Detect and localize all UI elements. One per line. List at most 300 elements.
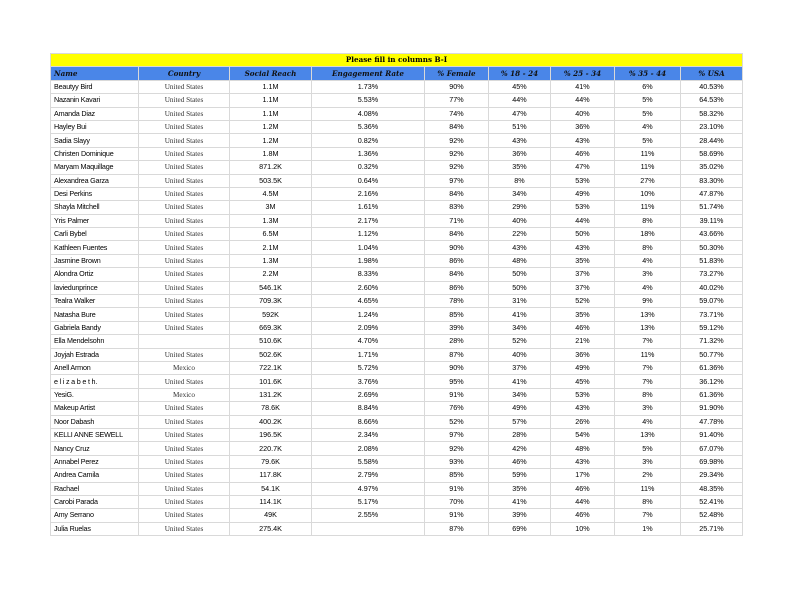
cell-name[interactable]: Sadia Slayy	[51, 134, 139, 147]
cell-name[interactable]: Kathleen Fuentes	[51, 241, 139, 254]
cell-pct-35-44[interactable]: 11%	[615, 147, 681, 160]
cell-pct-female[interactable]: 92%	[425, 161, 489, 174]
cell-pct-usa[interactable]: 39.11%	[681, 214, 743, 227]
cell-pct-35-44[interactable]: 8%	[615, 214, 681, 227]
cell-name[interactable]: Yris Palmer	[51, 214, 139, 227]
column-header-pct-25-34[interactable]: % 25 - 34	[551, 67, 615, 80]
cell-name[interactable]: Amanda Diaz	[51, 107, 139, 120]
cell-pct-18-24[interactable]: 34%	[489, 187, 551, 200]
cell-name[interactable]: Carobi Parada	[51, 495, 139, 508]
cell-pct-usa[interactable]: 73.71%	[681, 308, 743, 321]
cell-name[interactable]: YesiG.	[51, 388, 139, 401]
cell-engagement-rate[interactable]: 1.36%	[312, 147, 425, 160]
cell-country[interactable]: United States	[139, 201, 230, 214]
cell-pct-25-34[interactable]: 49%	[551, 187, 615, 200]
cell-pct-female[interactable]: 91%	[425, 509, 489, 522]
cell-country[interactable]: United States	[139, 402, 230, 415]
cell-pct-usa[interactable]: 50.77%	[681, 348, 743, 361]
cell-engagement-rate[interactable]: 1.61%	[312, 201, 425, 214]
cell-pct-18-24[interactable]: 41%	[489, 375, 551, 388]
cell-pct-35-44[interactable]: 4%	[615, 254, 681, 267]
cell-pct-usa[interactable]: 51.83%	[681, 254, 743, 267]
cell-pct-35-44[interactable]: 5%	[615, 134, 681, 147]
cell-social-reach[interactable]: 220.7K	[230, 442, 312, 455]
cell-pct-18-24[interactable]: 48%	[489, 254, 551, 267]
cell-social-reach[interactable]: 3M	[230, 201, 312, 214]
cell-pct-female[interactable]: 91%	[425, 388, 489, 401]
cell-social-reach[interactable]: 1.1M	[230, 80, 312, 93]
cell-engagement-rate[interactable]: 4.70%	[312, 335, 425, 348]
cell-pct-usa[interactable]: 36.12%	[681, 375, 743, 388]
cell-country[interactable]: United States	[139, 482, 230, 495]
cell-pct-female[interactable]: 84%	[425, 120, 489, 133]
cell-pct-usa[interactable]: 91.40%	[681, 428, 743, 441]
cell-pct-female[interactable]: 78%	[425, 295, 489, 308]
cell-pct-25-34[interactable]: 53%	[551, 201, 615, 214]
cell-pct-usa[interactable]: 67.07%	[681, 442, 743, 455]
cell-social-reach[interactable]: 503.5K	[230, 174, 312, 187]
cell-pct-18-24[interactable]: 35%	[489, 161, 551, 174]
cell-pct-35-44[interactable]: 11%	[615, 161, 681, 174]
cell-name[interactable]: KELLI ANNE SEWELL	[51, 428, 139, 441]
cell-pct-25-34[interactable]: 47%	[551, 161, 615, 174]
cell-pct-18-24[interactable]: 35%	[489, 482, 551, 495]
cell-pct-usa[interactable]: 73.27%	[681, 268, 743, 281]
cell-pct-35-44[interactable]: 3%	[615, 402, 681, 415]
cell-pct-18-24[interactable]: 45%	[489, 80, 551, 93]
cell-pct-35-44[interactable]: 9%	[615, 295, 681, 308]
cell-pct-25-34[interactable]: 49%	[551, 361, 615, 374]
cell-pct-female[interactable]: 85%	[425, 469, 489, 482]
cell-pct-usa[interactable]: 40.02%	[681, 281, 743, 294]
cell-pct-35-44[interactable]: 2%	[615, 469, 681, 482]
cell-name[interactable]: Nazanin Kavari	[51, 94, 139, 107]
cell-country[interactable]: United States	[139, 241, 230, 254]
cell-pct-18-24[interactable]: 39%	[489, 509, 551, 522]
cell-name[interactable]: Alondra Ortiz	[51, 268, 139, 281]
cell-pct-usa[interactable]: 64.53%	[681, 94, 743, 107]
cell-pct-usa[interactable]: 61.36%	[681, 361, 743, 374]
cell-pct-35-44[interactable]: 5%	[615, 442, 681, 455]
column-header-engagement-rate[interactable]: Engagement Rate	[312, 67, 425, 80]
cell-pct-25-34[interactable]: 46%	[551, 482, 615, 495]
cell-pct-35-44[interactable]: 5%	[615, 107, 681, 120]
cell-pct-female[interactable]: 97%	[425, 428, 489, 441]
cell-social-reach[interactable]: 2.1M	[230, 241, 312, 254]
cell-country[interactable]: United States	[139, 254, 230, 267]
cell-name[interactable]: Christen Dominique	[51, 147, 139, 160]
cell-pct-18-24[interactable]: 22%	[489, 228, 551, 241]
cell-name[interactable]: Ella Mendelsohn	[51, 335, 139, 348]
cell-name[interactable]: Rachael	[51, 482, 139, 495]
cell-pct-35-44[interactable]: 8%	[615, 241, 681, 254]
cell-name[interactable]: Maryam Maquillage	[51, 161, 139, 174]
cell-social-reach[interactable]: 6.5M	[230, 228, 312, 241]
cell-pct-usa[interactable]: 35.02%	[681, 161, 743, 174]
cell-pct-25-34[interactable]: 44%	[551, 94, 615, 107]
cell-pct-usa[interactable]: 58.32%	[681, 107, 743, 120]
cell-pct-usa[interactable]: 47.78%	[681, 415, 743, 428]
cell-engagement-rate[interactable]: 4.65%	[312, 295, 425, 308]
cell-social-reach[interactable]: 722.1K	[230, 361, 312, 374]
cell-country[interactable]: United States	[139, 268, 230, 281]
cell-social-reach[interactable]: 117.8K	[230, 469, 312, 482]
cell-pct-25-34[interactable]: 48%	[551, 442, 615, 455]
cell-name[interactable]: Tealra Walker	[51, 295, 139, 308]
cell-pct-usa[interactable]: 71.32%	[681, 335, 743, 348]
cell-country[interactable]: United States	[139, 161, 230, 174]
cell-name[interactable]: Annabel Perez	[51, 455, 139, 468]
cell-pct-18-24[interactable]: 31%	[489, 295, 551, 308]
cell-country[interactable]	[139, 335, 230, 348]
cell-name[interactable]: Nancy Cruz	[51, 442, 139, 455]
cell-pct-25-34[interactable]: 43%	[551, 241, 615, 254]
cell-social-reach[interactable]: 510.6K	[230, 335, 312, 348]
cell-pct-35-44[interactable]: 6%	[615, 80, 681, 93]
cell-pct-18-24[interactable]: 50%	[489, 281, 551, 294]
cell-pct-usa[interactable]: 59.12%	[681, 321, 743, 334]
cell-social-reach[interactable]: 54.1K	[230, 482, 312, 495]
cell-engagement-rate[interactable]: 8.84%	[312, 402, 425, 415]
cell-social-reach[interactable]: 4.5M	[230, 187, 312, 200]
cell-pct-25-34[interactable]: 10%	[551, 522, 615, 535]
cell-engagement-rate[interactable]: 4.08%	[312, 107, 425, 120]
cell-engagement-rate[interactable]: 2.55%	[312, 509, 425, 522]
cell-engagement-rate[interactable]: 2.79%	[312, 469, 425, 482]
cell-pct-female[interactable]: 71%	[425, 214, 489, 227]
cell-name[interactable]: Shayla Mitchell	[51, 201, 139, 214]
cell-country[interactable]: United States	[139, 295, 230, 308]
cell-country[interactable]: United States	[139, 308, 230, 321]
cell-pct-18-24[interactable]: 59%	[489, 469, 551, 482]
cell-engagement-rate[interactable]: 5.72%	[312, 361, 425, 374]
cell-country[interactable]: United States	[139, 281, 230, 294]
cell-pct-usa[interactable]: 48.35%	[681, 482, 743, 495]
cell-pct-25-34[interactable]: 53%	[551, 388, 615, 401]
cell-name[interactable]: Joyjah Estrada	[51, 348, 139, 361]
cell-social-reach[interactable]: 871.2K	[230, 161, 312, 174]
cell-pct-35-44[interactable]: 13%	[615, 428, 681, 441]
cell-pct-25-34[interactable]: 52%	[551, 295, 615, 308]
cell-pct-usa[interactable]: 47.87%	[681, 187, 743, 200]
cell-pct-35-44[interactable]: 11%	[615, 201, 681, 214]
cell-pct-female[interactable]: 91%	[425, 482, 489, 495]
cell-pct-18-24[interactable]: 52%	[489, 335, 551, 348]
cell-pct-35-44[interactable]: 7%	[615, 509, 681, 522]
cell-pct-25-34[interactable]: 45%	[551, 375, 615, 388]
cell-social-reach[interactable]: 669.3K	[230, 321, 312, 334]
cell-pct-35-44[interactable]: 4%	[615, 281, 681, 294]
cell-pct-35-44[interactable]: 27%	[615, 174, 681, 187]
column-header-pct-35-44[interactable]: % 35 - 44	[615, 67, 681, 80]
cell-pct-35-44[interactable]: 7%	[615, 361, 681, 374]
cell-pct-female[interactable]: 90%	[425, 241, 489, 254]
cell-engagement-rate[interactable]: 8.66%	[312, 415, 425, 428]
cell-name[interactable]: Beautyy Bird	[51, 80, 139, 93]
cell-pct-25-34[interactable]: 54%	[551, 428, 615, 441]
cell-name[interactable]: Jasmine Brown	[51, 254, 139, 267]
cell-engagement-rate[interactable]	[312, 522, 425, 535]
cell-engagement-rate[interactable]: 2.17%	[312, 214, 425, 227]
cell-engagement-rate[interactable]: 1.04%	[312, 241, 425, 254]
cell-pct-18-24[interactable]: 51%	[489, 120, 551, 133]
cell-country[interactable]: United States	[139, 321, 230, 334]
cell-pct-18-24[interactable]: 49%	[489, 402, 551, 415]
cell-social-reach[interactable]: 1.3M	[230, 254, 312, 267]
cell-pct-18-24[interactable]: 36%	[489, 147, 551, 160]
cell-engagement-rate[interactable]: 1.73%	[312, 80, 425, 93]
cell-pct-female[interactable]: 97%	[425, 174, 489, 187]
cell-country[interactable]: Mexico	[139, 361, 230, 374]
cell-social-reach[interactable]: 1.2M	[230, 134, 312, 147]
cell-pct-usa[interactable]: 51.74%	[681, 201, 743, 214]
cell-social-reach[interactable]: 546.1K	[230, 281, 312, 294]
cell-pct-35-44[interactable]: 11%	[615, 482, 681, 495]
cell-pct-female[interactable]: 87%	[425, 522, 489, 535]
cell-pct-18-24[interactable]: 34%	[489, 321, 551, 334]
cell-social-reach[interactable]: 709.3K	[230, 295, 312, 308]
cell-engagement-rate[interactable]: 8.33%	[312, 268, 425, 281]
cell-name[interactable]: Natasha Bure	[51, 308, 139, 321]
cell-pct-35-44[interactable]: 5%	[615, 94, 681, 107]
cell-pct-18-24[interactable]: 46%	[489, 455, 551, 468]
cell-pct-usa[interactable]: 58.69%	[681, 147, 743, 160]
cell-country[interactable]: United States	[139, 509, 230, 522]
cell-name[interactable]: Anell Armon	[51, 361, 139, 374]
cell-pct-18-24[interactable]: 40%	[489, 214, 551, 227]
cell-country[interactable]: United States	[139, 415, 230, 428]
cell-name[interactable]: laviedunprince	[51, 281, 139, 294]
cell-pct-35-44[interactable]: 13%	[615, 308, 681, 321]
cell-social-reach[interactable]: 502.6K	[230, 348, 312, 361]
cell-pct-usa[interactable]: 25.71%	[681, 522, 743, 535]
cell-pct-18-24[interactable]: 8%	[489, 174, 551, 187]
cell-pct-female[interactable]: 95%	[425, 375, 489, 388]
cell-pct-18-24[interactable]: 37%	[489, 361, 551, 374]
cell-pct-35-44[interactable]: 1%	[615, 522, 681, 535]
cell-pct-25-34[interactable]: 36%	[551, 120, 615, 133]
column-header-pct-usa[interactable]: % USA	[681, 67, 743, 80]
cell-country[interactable]: United States	[139, 174, 230, 187]
cell-pct-25-34[interactable]: 44%	[551, 495, 615, 508]
cell-pct-35-44[interactable]: 8%	[615, 495, 681, 508]
cell-pct-usa[interactable]: 91.90%	[681, 402, 743, 415]
cell-pct-usa[interactable]: 29.34%	[681, 469, 743, 482]
column-header-name[interactable]: Name	[51, 67, 139, 80]
cell-country[interactable]: United States	[139, 495, 230, 508]
cell-pct-25-34[interactable]: 17%	[551, 469, 615, 482]
cell-pct-usa[interactable]: 61.36%	[681, 388, 743, 401]
cell-pct-35-44[interactable]: 3%	[615, 455, 681, 468]
cell-pct-female[interactable]: 86%	[425, 254, 489, 267]
cell-engagement-rate[interactable]: 2.69%	[312, 388, 425, 401]
cell-pct-usa[interactable]: 23.10%	[681, 120, 743, 133]
cell-pct-35-44[interactable]: 4%	[615, 120, 681, 133]
cell-pct-25-34[interactable]: 21%	[551, 335, 615, 348]
cell-pct-25-34[interactable]: 46%	[551, 147, 615, 160]
cell-pct-female[interactable]: 93%	[425, 455, 489, 468]
cell-country[interactable]: United States	[139, 107, 230, 120]
cell-pct-18-24[interactable]: 42%	[489, 442, 551, 455]
cell-pct-female[interactable]: 39%	[425, 321, 489, 334]
cell-social-reach[interactable]: 78.6K	[230, 402, 312, 415]
cell-pct-female[interactable]: 87%	[425, 348, 489, 361]
cell-pct-female[interactable]: 84%	[425, 268, 489, 281]
cell-pct-usa[interactable]: 52.41%	[681, 495, 743, 508]
cell-pct-25-34[interactable]: 43%	[551, 455, 615, 468]
cell-pct-usa[interactable]: 28.44%	[681, 134, 743, 147]
cell-country[interactable]: United States	[139, 187, 230, 200]
cell-social-reach[interactable]: 196.5K	[230, 428, 312, 441]
cell-pct-35-44[interactable]: 3%	[615, 268, 681, 281]
cell-pct-25-34[interactable]: 40%	[551, 107, 615, 120]
cell-social-reach[interactable]: 1.1M	[230, 107, 312, 120]
cell-engagement-rate[interactable]: 2.16%	[312, 187, 425, 200]
cell-pct-female[interactable]: 77%	[425, 94, 489, 107]
cell-pct-18-24[interactable]: 41%	[489, 308, 551, 321]
cell-engagement-rate[interactable]: 1.24%	[312, 308, 425, 321]
cell-social-reach[interactable]: 131.2K	[230, 388, 312, 401]
cell-country[interactable]: United States	[139, 134, 230, 147]
cell-pct-25-34[interactable]: 43%	[551, 134, 615, 147]
cell-pct-25-34[interactable]: 44%	[551, 214, 615, 227]
cell-pct-female[interactable]: 86%	[425, 281, 489, 294]
cell-engagement-rate[interactable]: 0.32%	[312, 161, 425, 174]
cell-pct-25-34[interactable]: 53%	[551, 174, 615, 187]
cell-pct-female[interactable]: 83%	[425, 201, 489, 214]
cell-name[interactable]: Carli Bybel	[51, 228, 139, 241]
cell-engagement-rate[interactable]: 2.60%	[312, 281, 425, 294]
cell-pct-usa[interactable]: 83.30%	[681, 174, 743, 187]
cell-country[interactable]: United States	[139, 147, 230, 160]
cell-country[interactable]: United States	[139, 375, 230, 388]
cell-social-reach[interactable]: 400.2K	[230, 415, 312, 428]
cell-social-reach[interactable]: 1.8M	[230, 147, 312, 160]
cell-pct-usa[interactable]: 43.66%	[681, 228, 743, 241]
cell-name[interactable]: Amy Serrano	[51, 509, 139, 522]
cell-pct-female[interactable]: 52%	[425, 415, 489, 428]
cell-pct-usa[interactable]: 50.30%	[681, 241, 743, 254]
cell-engagement-rate[interactable]: 2.34%	[312, 428, 425, 441]
cell-pct-usa[interactable]: 52.48%	[681, 509, 743, 522]
cell-pct-35-44[interactable]: 8%	[615, 388, 681, 401]
cell-pct-female[interactable]: 76%	[425, 402, 489, 415]
cell-pct-18-24[interactable]: 43%	[489, 241, 551, 254]
cell-pct-female[interactable]: 92%	[425, 134, 489, 147]
cell-pct-25-34[interactable]: 46%	[551, 509, 615, 522]
cell-name[interactable]: Desi Perkins	[51, 187, 139, 200]
cell-pct-25-34[interactable]: 50%	[551, 228, 615, 241]
cell-pct-female[interactable]: 70%	[425, 495, 489, 508]
cell-pct-usa[interactable]: 69.98%	[681, 455, 743, 468]
cell-name[interactable]: Julia Ruelas	[51, 522, 139, 535]
cell-pct-35-44[interactable]: 18%	[615, 228, 681, 241]
cell-country[interactable]: United States	[139, 214, 230, 227]
cell-engagement-rate[interactable]: 1.12%	[312, 228, 425, 241]
cell-name[interactable]: e l i z a b e t h.	[51, 375, 139, 388]
cell-pct-female[interactable]: 28%	[425, 335, 489, 348]
cell-engagement-rate[interactable]: 2.09%	[312, 321, 425, 334]
cell-pct-25-34[interactable]: 35%	[551, 254, 615, 267]
cell-social-reach[interactable]: 79.6K	[230, 455, 312, 468]
cell-pct-usa[interactable]: 40.53%	[681, 80, 743, 93]
cell-country[interactable]: United States	[139, 120, 230, 133]
cell-social-reach[interactable]: 101.6K	[230, 375, 312, 388]
cell-country[interactable]: United States	[139, 94, 230, 107]
cell-engagement-rate[interactable]: 0.82%	[312, 134, 425, 147]
column-header-pct-18-24[interactable]: % 18 - 24	[489, 67, 551, 80]
cell-engagement-rate[interactable]: 0.64%	[312, 174, 425, 187]
cell-engagement-rate[interactable]: 5.17%	[312, 495, 425, 508]
cell-pct-25-34[interactable]: 41%	[551, 80, 615, 93]
cell-pct-18-24[interactable]: 50%	[489, 268, 551, 281]
cell-name[interactable]: Alexandrea Garza	[51, 174, 139, 187]
column-header-social-reach[interactable]: Social Reach	[230, 67, 312, 80]
cell-pct-25-34[interactable]: 46%	[551, 321, 615, 334]
cell-pct-35-44[interactable]: 7%	[615, 375, 681, 388]
cell-country[interactable]: United States	[139, 469, 230, 482]
cell-pct-35-44[interactable]: 11%	[615, 348, 681, 361]
cell-name[interactable]: Gabriela Bandy	[51, 321, 139, 334]
cell-pct-25-34[interactable]: 36%	[551, 348, 615, 361]
cell-social-reach[interactable]: 49K	[230, 509, 312, 522]
cell-name[interactable]: Makeup Artist	[51, 402, 139, 415]
cell-country[interactable]: United States	[139, 428, 230, 441]
cell-country[interactable]: United States	[139, 228, 230, 241]
cell-pct-18-24[interactable]: 43%	[489, 134, 551, 147]
cell-pct-35-44[interactable]: 10%	[615, 187, 681, 200]
cell-social-reach[interactable]: 275.4K	[230, 522, 312, 535]
cell-social-reach[interactable]: 2.2M	[230, 268, 312, 281]
cell-social-reach[interactable]: 1.2M	[230, 120, 312, 133]
cell-name[interactable]: Hayley Bui	[51, 120, 139, 133]
cell-country[interactable]: United States	[139, 80, 230, 93]
cell-engagement-rate[interactable]: 2.08%	[312, 442, 425, 455]
cell-pct-female[interactable]: 84%	[425, 228, 489, 241]
cell-pct-female[interactable]: 85%	[425, 308, 489, 321]
cell-pct-18-24[interactable]: 47%	[489, 107, 551, 120]
cell-engagement-rate[interactable]: 3.76%	[312, 375, 425, 388]
cell-country[interactable]: United States	[139, 348, 230, 361]
cell-country[interactable]: United States	[139, 455, 230, 468]
column-header-pct-female[interactable]: % Female	[425, 67, 489, 80]
cell-pct-18-24[interactable]: 40%	[489, 348, 551, 361]
cell-engagement-rate[interactable]: 1.98%	[312, 254, 425, 267]
cell-pct-35-44[interactable]: 13%	[615, 321, 681, 334]
cell-social-reach[interactable]: 1.1M	[230, 94, 312, 107]
cell-pct-18-24[interactable]: 41%	[489, 495, 551, 508]
cell-pct-35-44[interactable]: 7%	[615, 335, 681, 348]
cell-name[interactable]: Andrea Camila	[51, 469, 139, 482]
cell-pct-female[interactable]: 90%	[425, 361, 489, 374]
cell-engagement-rate[interactable]: 4.97%	[312, 482, 425, 495]
cell-social-reach[interactable]: 1.3M	[230, 214, 312, 227]
cell-social-reach[interactable]: 114.1K	[230, 495, 312, 508]
cell-pct-25-34[interactable]: 37%	[551, 268, 615, 281]
cell-pct-25-34[interactable]: 43%	[551, 402, 615, 415]
cell-engagement-rate[interactable]: 5.58%	[312, 455, 425, 468]
cell-country[interactable]: United States	[139, 442, 230, 455]
cell-pct-18-24[interactable]: 29%	[489, 201, 551, 214]
cell-pct-18-24[interactable]: 57%	[489, 415, 551, 428]
cell-pct-female[interactable]: 84%	[425, 187, 489, 200]
cell-pct-25-34[interactable]: 37%	[551, 281, 615, 294]
cell-pct-usa[interactable]: 59.07%	[681, 295, 743, 308]
cell-pct-female[interactable]: 74%	[425, 107, 489, 120]
cell-pct-25-34[interactable]: 26%	[551, 415, 615, 428]
cell-pct-18-24[interactable]: 44%	[489, 94, 551, 107]
cell-engagement-rate[interactable]: 5.53%	[312, 94, 425, 107]
